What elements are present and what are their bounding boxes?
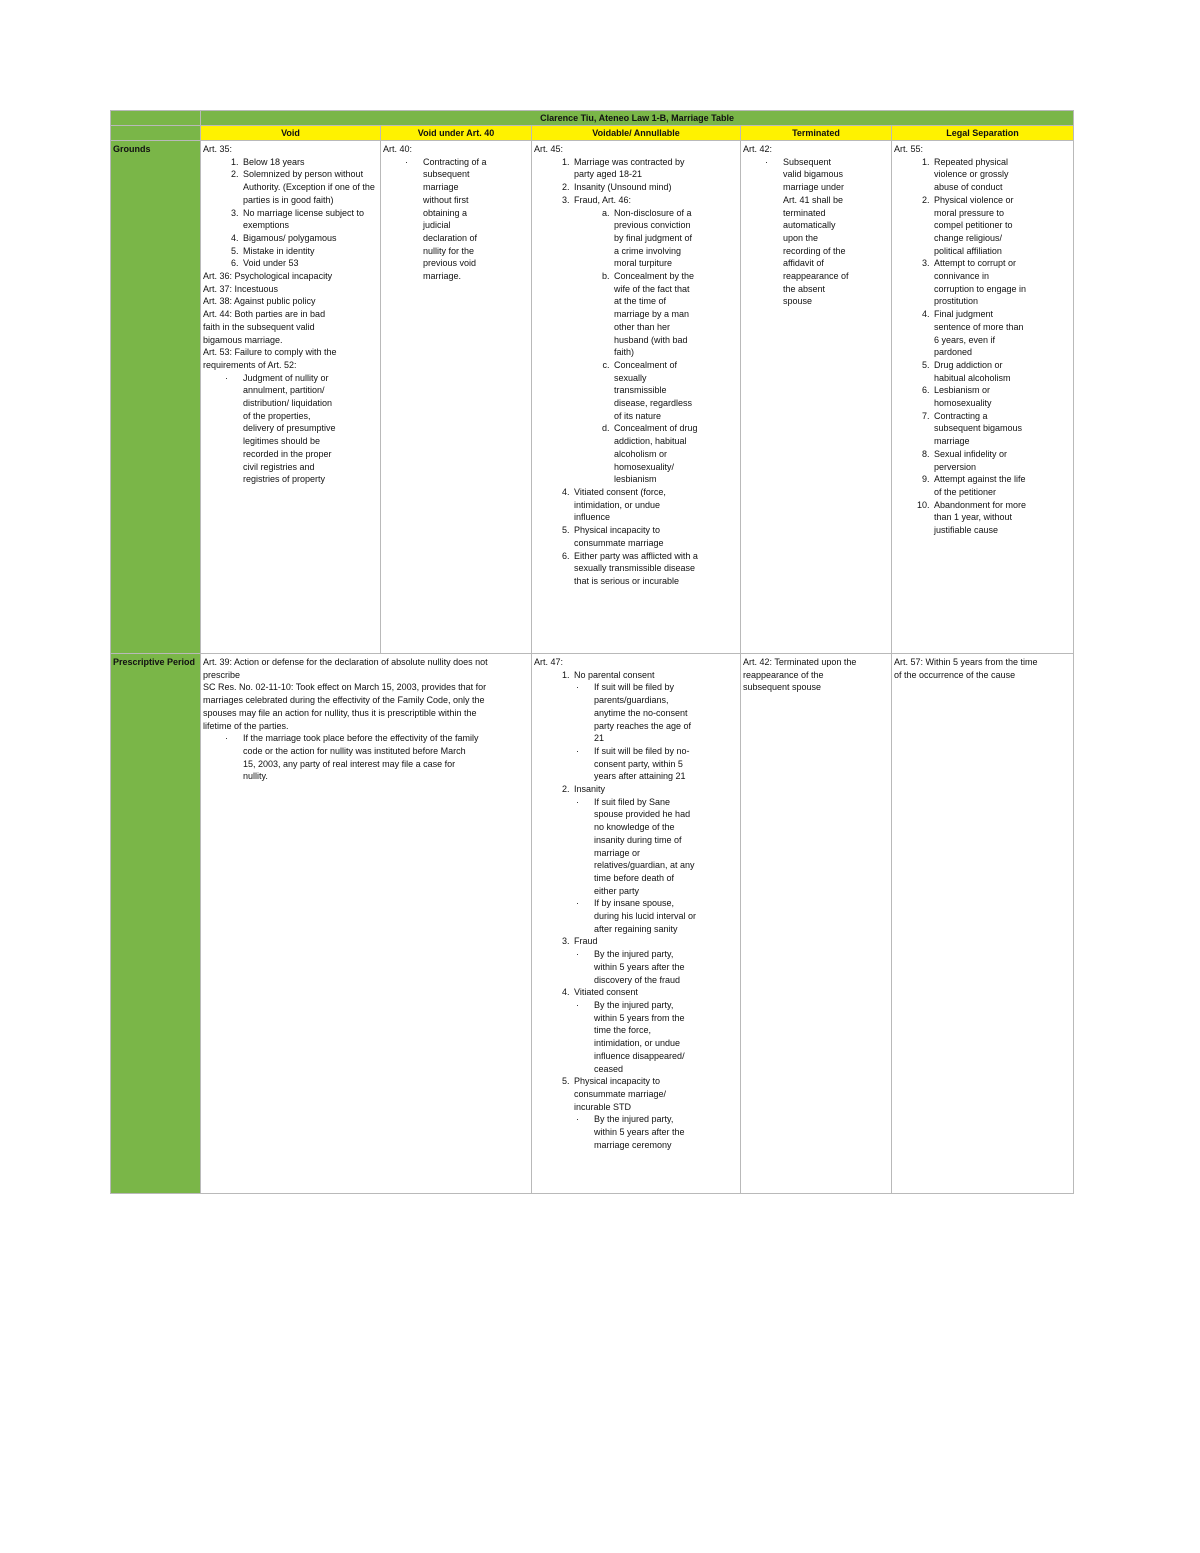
marriage-table xyxy=(110,110,1074,1194)
list-item xyxy=(572,194,698,486)
title-corner-cell xyxy=(111,111,201,126)
void40-bullets xyxy=(383,156,529,283)
list-item: 5. Drug addiction or habitual alcoholism xyxy=(932,359,1029,384)
title-row xyxy=(111,111,1074,126)
terminated-bullets xyxy=(743,156,889,308)
header-corner-cell xyxy=(111,126,201,141)
period-voidable-list xyxy=(534,669,738,1152)
period-terminated-cell xyxy=(741,654,892,1194)
list-item: 2. Solemnized by person without Authority. (Exception if one of the parties is in good faith) xyxy=(241,168,378,206)
legalsep-list xyxy=(894,156,1071,537)
list-item xyxy=(572,783,698,935)
grounds-terminated-cell xyxy=(741,141,892,654)
list-item: · Contracting of a subsequent marriage without first obtaining a judicial declaration of nullity for the previous void marriage. xyxy=(421,156,489,283)
list-item: 2. Physical violence or moral pressure to compel petitioner to change religious/ political affiliation xyxy=(932,194,1029,258)
legalsep-head: Art. 55: xyxy=(894,144,924,154)
list-item: · If suit will be filed by parents/guardians, anytime the no-consent party reaches the age of 21 xyxy=(592,681,698,745)
list-item: 5. Mistake in identity xyxy=(241,245,378,258)
sub-bullets xyxy=(574,948,698,986)
list-item: 6. Lesbianism or homosexuality xyxy=(932,384,1029,409)
column-header-legal-separation: Legal Separation xyxy=(892,126,1074,141)
sub-bullets xyxy=(574,1113,698,1151)
list-item: · By the injured party, within 5 years from the time the force, intimidation, or undue influence disappeared/ ceased xyxy=(592,999,698,1075)
list-item: b. Concealment by the wife of the fact that at the time of marriage by a man other than her husband (with bad faith) xyxy=(612,270,698,359)
period-void-cell xyxy=(201,654,532,1194)
list-item: c. Concealment of sexually transmissible disease, regardless of its nature xyxy=(612,359,698,423)
column-header-terminated: Terminated xyxy=(741,126,892,141)
marriage-table-page xyxy=(110,110,1073,1194)
period-void-bullets xyxy=(203,732,529,783)
void-art36: Art. 36: Psychological incapacity xyxy=(203,271,333,282)
list-item: 9. Attempt against the life of the petitioner xyxy=(932,473,1029,498)
sub-bullets xyxy=(574,681,698,783)
list-item: 6. Void under 53 xyxy=(241,257,378,270)
row-label-grounds: Grounds xyxy=(111,141,201,654)
period-legalsep-text: Art. 57: Within 5 years from the time of the occurrence of the cause xyxy=(894,657,1038,680)
list-item xyxy=(572,986,698,1075)
period-terminated-text: Art. 42: Terminated upon the reappearance of the subsequent spouse xyxy=(743,657,857,693)
list-item: 5. Physical incapacity to consummate marriage xyxy=(572,524,698,549)
list-item: 10. Abandonment for more than 1 year, without justifiable cause xyxy=(932,499,1029,537)
list-item: d. Concealment of drug addiction, habitual alcoholism or homosexuality/ lesbianism xyxy=(612,422,698,486)
list-item: 4. Bigamous/ polygamous xyxy=(241,232,378,245)
prescriptive-period-row xyxy=(111,654,1074,1194)
void-art35-list xyxy=(203,156,378,270)
list-item: 6. Either party was afflicted with a sexually transmissible disease that is serious or incurable xyxy=(572,550,698,588)
list-item: 1. Below 18 years xyxy=(241,156,378,169)
void-art53-bullets xyxy=(203,372,378,486)
voidable-head: Art. 45: xyxy=(534,144,564,154)
sub-bullets xyxy=(574,999,698,1075)
list-item: a. Non-disclosure of a previous conviction by final judgment of a crime involving moral turpiture xyxy=(612,207,698,271)
grounds-row xyxy=(111,141,1074,654)
column-header-voidable: Voidable/ Annullable xyxy=(532,126,741,141)
void-art53: Art. 53: Failure to comply with the requirements of Art. 52: xyxy=(203,347,337,370)
list-item: · Judgment of nullity or annulment, partition/ distribution/ liquidation of the properties, delivery of presumptive legitimes should be recorded in the proper civil registries and registries of property xyxy=(241,372,338,486)
list-item: · If by insane spouse, during his lucid interval or after regaining sanity xyxy=(592,897,698,935)
list-item: · By the injured party, within 5 years after the marriage ceremony xyxy=(592,1113,698,1151)
void-art44: Art. 44: Both parties are in bad faith in the subsequent valid bigamous marriage. xyxy=(203,309,326,345)
void-art37: Art. 37: Incestuous xyxy=(203,283,279,294)
void40-head: Art. 40: xyxy=(383,144,413,154)
period-voidable-cell xyxy=(532,654,741,1194)
list-item: 4. Vitiated consent (force, intimidation, or undue influence xyxy=(572,486,698,524)
column-header-void-art40: Void under Art. 40 xyxy=(381,126,532,141)
period-item-label: Fraud xyxy=(574,936,598,947)
list-item: · If the marriage took place before the effectivity of the family code or the action for nullity was instituted before March 15, 2003, any party of real interest may file a case for nullity. xyxy=(241,732,479,783)
voidable-list xyxy=(534,156,738,588)
period-sc-res: SC Res. No. 02-11-10: Took effect on March 15, 2003, provides that for marriages celebrated during the effectivity of the Family Code, only the spouses may file an action for nullity, thus it is prescriptible within the lifetime of the parties. xyxy=(203,682,487,731)
grounds-void40-cell xyxy=(381,141,532,654)
period-item-label: No parental consent xyxy=(574,669,655,680)
fraud-label: Fraud, Art. 46: xyxy=(574,194,632,205)
period-voidable-head: Art. 47: xyxy=(534,657,564,667)
list-item: 8. Sexual infidelity or perversion xyxy=(932,448,1029,473)
row-label-prescriptive-period: Prescriptive Period xyxy=(111,654,201,1194)
grounds-voidable-cell xyxy=(532,141,741,654)
period-item-label: Physical incapacity to consummate marriage/ incurable STD xyxy=(574,1076,667,1112)
list-item: · If suit filed by Sane spouse provided he had no knowledge of the insanity during time of marriage or relatives/guardian, at any time before death of either party xyxy=(592,796,698,898)
column-header-void: Void xyxy=(201,126,381,141)
sub-bullets xyxy=(574,796,698,936)
list-item: · By the injured party, within 5 years after the discovery of the fraud xyxy=(592,948,698,986)
terminated-head: Art. 42: xyxy=(743,144,773,154)
list-item: 7. Contracting a subsequent bigamous marriage xyxy=(932,410,1029,448)
list-item: 1. Repeated physical violence or grossly abuse of conduct xyxy=(932,156,1029,194)
grounds-void-cell xyxy=(201,141,381,654)
header-row xyxy=(111,126,1074,141)
list-item: · Subsequent valid bigamous marriage under Art. 41 shall be terminated automatically upon the recording of the affidavit of reappearance of the absent spouse xyxy=(781,156,849,308)
period-legal-separation-cell xyxy=(892,654,1074,1194)
list-item: 2. Insanity (Unsound mind) xyxy=(572,181,698,194)
void-art35-head: Art. 35: xyxy=(203,144,233,154)
period-art39: Art. 39: Action or defense for the declaration of absolute nullity does not prescribe xyxy=(203,657,488,680)
list-item: 3. Attempt to corrupt or connivance in corruption to engage in prostitution xyxy=(932,257,1029,308)
void-art38: Art. 38: Against public policy xyxy=(203,296,316,307)
list-item: 3. No marriage license subject to exemptions xyxy=(241,207,378,232)
list-item: 1. Marriage was contracted by party aged 18-21 xyxy=(572,156,698,181)
fraud-list xyxy=(574,207,738,486)
list-item xyxy=(572,935,698,986)
list-item xyxy=(572,669,698,783)
grounds-legal-separation-cell xyxy=(892,141,1074,654)
period-item-label: Vitiated consent xyxy=(574,987,638,998)
list-item xyxy=(572,1075,698,1151)
list-item: · If suit will be filed by no-consent party, within 5 years after attaining 21 xyxy=(592,745,698,783)
period-item-label: Insanity xyxy=(574,784,606,795)
list-item: 4. Final judgment sentence of more than 6 years, even if pardoned xyxy=(932,308,1029,359)
table-title: Clarence Tiu, Ateneo Law 1-B, Marriage Table xyxy=(201,111,1074,126)
